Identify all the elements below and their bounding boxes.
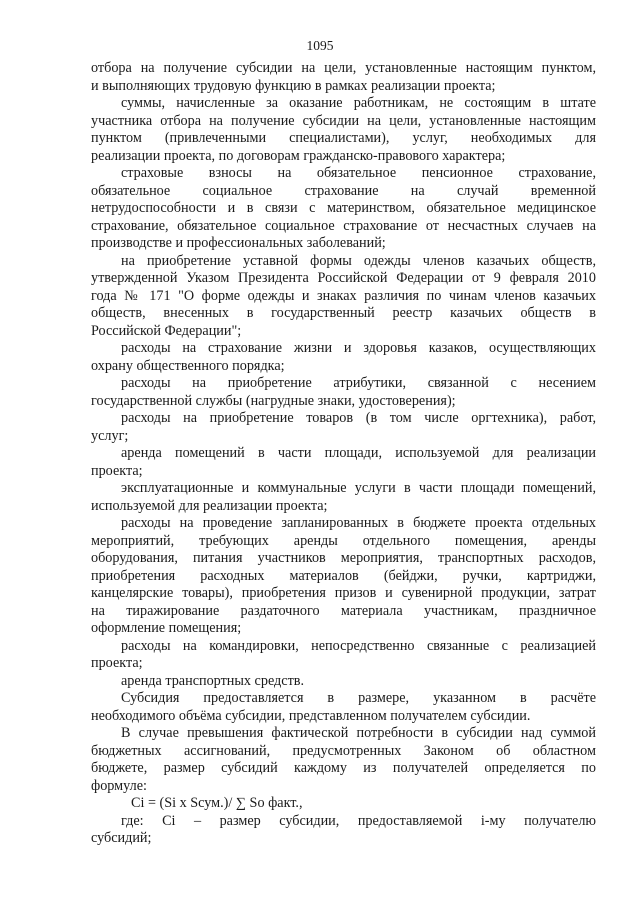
text-line: на приобретение уставной формы одежды членов казачьих обществ, <box>121 252 596 269</box>
text-line: отбора на получение субсидии на цели, установленные настоящим пунктом, <box>91 60 596 76</box>
formula-line: Ci = (Si x Sсум.)/ ∑ So факт., <box>131 795 303 811</box>
text-line: участника отбора на получение субсидии на цели, установленные настоящим <box>91 112 596 129</box>
page-number: 1095 <box>306 38 334 53</box>
text-line: охрану общественного порядка; <box>91 357 285 374</box>
text-line: используемой для реализации проекта; <box>91 497 328 514</box>
text-line: оформление помещения; <box>91 620 242 636</box>
text-line: расходы на командировки, непосредственно связанные с реализацией <box>121 637 596 654</box>
text-line: нетрудоспособности и в связи с материнством, обязательное медицинское <box>91 200 596 216</box>
text-line: мероприятий, требующих аренды отдельного помещения, аренды <box>91 532 596 549</box>
text-line: на тиражирование раздаточного материала участникам, праздничное <box>91 602 596 619</box>
text-line: субсидий; <box>91 830 152 846</box>
text-line: производстве и профессиональных заболеваний; <box>91 235 386 251</box>
text-line: аренда транспортных средств. <box>121 672 305 689</box>
text-line: приобретения расходных материалов (бейджи, ручки, картриджи, <box>91 567 596 584</box>
text-line: года № 171 "О форме одежды и знаках различия по чинам членов казачьих <box>91 287 596 304</box>
text-line: бюджетных ассигнований, предусмотренных Законом об областном <box>91 742 596 759</box>
text-line: аренда помещений в части площади, используемой для реализации <box>121 445 596 461</box>
text-line: оборудования, питания участников мероприятия, транспортных расходов, <box>91 550 596 566</box>
text-line: реализации проекта, по договорам гражданско-правового характера; <box>91 147 506 164</box>
text-line: канцелярские товары), приобретения призов и сувенирной продукции, затрат <box>91 585 596 601</box>
text-line: расходы на приобретение атрибутики, связанной с несением <box>121 375 596 391</box>
text-line: обязательное социальное страхование на случай временной <box>91 182 596 199</box>
text-line: страхование, обязательное социальное страхование от несчастных случаев на <box>91 217 596 234</box>
text-line: пунктом (привлеченными специалистами), услуг, необходимых для <box>91 130 596 146</box>
document-body <box>91 60 596 848</box>
text-line: проекта; <box>91 462 143 479</box>
text-line: расходы на приобретение товаров (в том числе оргтехника), работ, <box>121 410 596 426</box>
text-line: необходимого объёма субсидии, представленном получателем субсидии. <box>91 707 531 724</box>
text-line: суммы, начисленные за оказание работникам, не состоящим в штате <box>121 95 596 111</box>
text-line: расходы на проведение запланированных в бюджете проекта отдельных <box>121 515 596 531</box>
text-line: утвержденной Указом Президента Российской Федерации от 9 февраля 2010 <box>91 270 596 286</box>
text-line: формуле: <box>91 777 147 794</box>
text-line: Российской Федерации"; <box>91 322 242 339</box>
text-line: где: Ci – размер субсидии, предоставляемой i-му получателю <box>121 812 596 829</box>
text-line: обществ, внесенных в государственный реестр казачьих обществ в <box>91 305 596 321</box>
text-line: В случае превышения фактической потребности в субсидии над суммой <box>121 725 596 741</box>
text-line: услуг; <box>91 427 129 444</box>
text-line: эксплуатационные и коммунальные услуги в части площади помещений, <box>121 480 596 496</box>
text-line: государственной службы (нагрудные знаки, удостоверения); <box>91 392 456 409</box>
text-line: проекта; <box>91 655 143 671</box>
text-line: бюджете, размер субсидий каждому из получателей определяется по <box>91 760 596 776</box>
text-line: Субсидия предоставляется в размере, указанном в расчёте <box>121 690 596 706</box>
text-line: расходы на страхование жизни и здоровья казаков, осуществляющих <box>121 340 596 356</box>
text-line: страховые взносы на обязательное пенсионное страхование, <box>121 165 596 181</box>
text-line: и выполняющих трудовую функцию в рамках реализации проекта; <box>91 77 496 94</box>
